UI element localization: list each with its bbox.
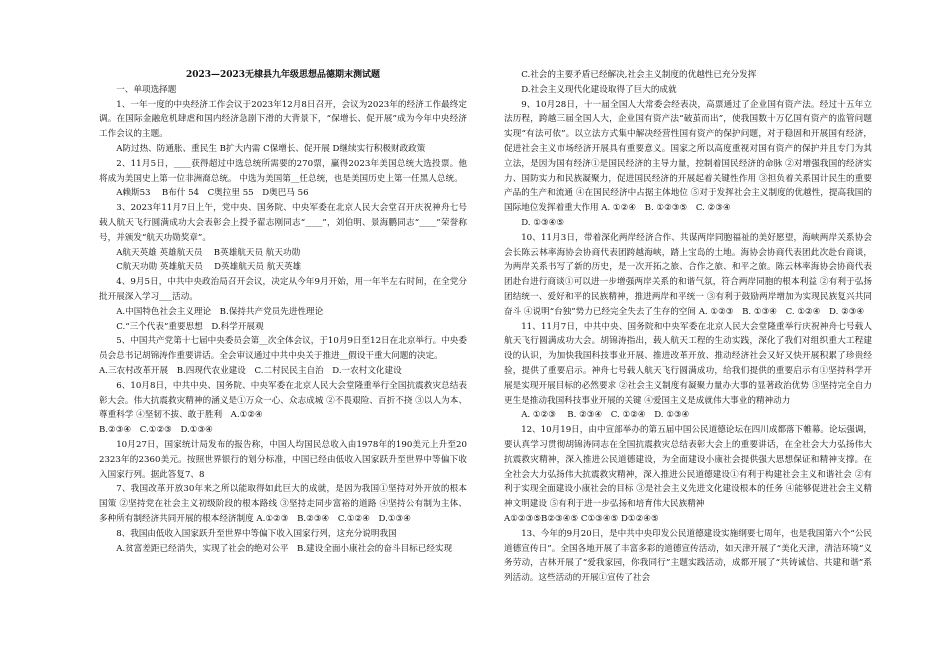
question-8-option-c: C.社会的主要矛盾已经解决,社会主义制度的优越性已充分发挥: [521, 70, 757, 80]
question-3-options-cd: C航天功勋 英雄航天员 D英雄航天员 航天英雄: [116, 262, 302, 273]
question-9: 9、10月28日，十一届全国人大常委会经表决，高票通过了企业国有资产法。经过十五年立法历程，跨越三届全国人大，企业国有资产法“破茧而出”，使我国数十万亿国有资产的监管问题实现“有法可依”。以立法方式集中解决经营性国有资产的保护问题，对于稳固和开展国有经济，促进社会主义市场经济开展具有重要意义。国家之所以高度重视对国有资产的保护并且专门为其立法，是因为国有经济①是国民经济的主导力量，控制着国民经济的命脉 ②对增强我国的经济实力、国防实力和民族凝聚力，促进国民经济的开展起着关键性作用 ③担负着关系国计民生的重要产品的生产和流通 ④在国民经济中占据主体地位 ⑤对于发挥社会主义制度的优越性，提高我国的国际地位发挥着重大作用 A. ①②④ B. ①②③⑤ C. ②③④: [504, 99, 872, 214]
question-4-options-cd: C.“三个代表”重要思想 D.科学开展观: [116, 321, 264, 332]
question-3-options-ab: A航天英雄 英雄航天员 B英雄航天员 航天功勋: [116, 247, 301, 258]
question-10: 10、11月3日，带着深化两岸经济合作、共谋两岸同胞福祉的美好愿望，海峡两岸关系协会会长陈云林率海协会协商代表团跨越海峡，踏上宝岛的土地。海协会协商代表团此次赴台商谈，为两岸关系书写了新的历史，是一次开拓之旅、合作之旅、和平之旅。陈云林率海协会协商代表团赴台进行商谈①可以进一步增强两岸关系的和谐气氛，符合两岸同胞的根本利益 ②有利于弘扬团结统一、爱好和平的民族精神，推进两岸和平统一 ③有利于鼓励两岸增加为实现民族复兴共同奋斗 ④说明“台独”势力已经完全失去了生存的空间 A. ①②③ B. ①③④ C. ①②④ D. ②③④: [504, 232, 872, 317]
question-3: 3、2023年11月7日上午，党中央、国务院、中央军委在北京人民大会堂召开庆祝神舟七号载人航天飞行圆满成功大会表彰会上授予翟志刚同志“____”，刘伯明、景海鹏同志“____”荣誉称号，并颁发“航天功勋奖章”。: [99, 203, 467, 243]
question-12-options: A①②③⑤B②③④⑤ C①③④⑤ D①②④⑤: [504, 513, 659, 524]
question-2: 2、11月5日，____获得超过中选总统所需要的270票，赢得2023年美国总统大选投票。他将成为美国史上第一位非洲裔总统。 中选为美国第__任总统，也是美国历史上第一任黑人总统。: [99, 158, 467, 184]
question-5: 5、中国共产党第十七届中央委员会第__次全体会议，于10月9日至12日在北京举行。中央委员会总书记胡锦涛作重要讲话。全会审议通过中共中央关于推进__假设干重大问题的决定。: [99, 336, 467, 362]
question-6: 6、10月8日，中共中央、国务院、中央军委在北京人民大会堂隆重举行全国抗震救灾总结表彰大会。伟大抗震救灾精神的涵义是①万众一心、众志成城 ②不畏艰险、百折不挠 ③以人为本、尊重科学 ④坚韧不拔、敢于胜利 A.①②④: [99, 380, 467, 421]
question-13: 13、今年的9月20日，是中共中央印发公民道德建设实施纲要七周年，也是我国第六个“公民道德宣传日”。全国各地开展了丰富多彩的道德宣传活动，如天津开展了“美化天津，清洁环境”义务劳动，吉林开展了“爱我家园，你我同行”主题实践活动，成都开展了“共铸诚信、共建和谐”系列活动。这些活动的开展①宣传了社会: [504, 528, 872, 584]
question-7: 7、我国改革开放30年来之所以能取得如此巨大的成就，是因为我国①坚持对外开放的根本国策 ②坚持党在社会主义初级阶段的根本路线 ③坚持走同步富裕的道路 ④坚持公有制为主体、多种所有制经济共同开展的根本经济制度 A.①②③ B.②③④ C.①②④ D.①③④: [99, 484, 467, 524]
question-12: 12、10月19日，由中宣部举办的第五届中国公民道德论坛在四川成都落下帷幕。论坛强调，要认真学习贯彻胡锦涛同志在全国抗震救灾总结表彰大会上的重要讲话，在全社会大力弘扬伟大抗震救灾精神，深入推进公民道德建设，为全面建设小康社会提供强大思想保证和精神支撑。在全社会大力弘扬伟大抗震救灾精神，深入推进公民道德建设①有利于构建社会主义和谐社会 ②有利于实现全面建设小康社会的目标 ③是社会主义先进文化建设根本的任务 ④能够促进社会主义精神文明建设 ⑤有利于进一步弘扬和培育伟大民族精神: [504, 425, 872, 510]
question-4-options-ab: A.中国特色社会主义理论 B.保持共产党员先进性理论: [116, 306, 324, 317]
question-6-options: B.②③④ C.①②③ D.①③④: [99, 425, 213, 436]
question-9-option-d: D. ①③④⑤: [521, 217, 565, 228]
question-2-options: A赖斯53 B布什 54 C奥拉里 55 D奥巴马 56: [116, 188, 309, 199]
right-column: [504, 68, 872, 586]
question-8-option-d: D.社会主义现代化建设取得了巨大的成就: [521, 84, 677, 95]
material-7-8: 10月27日，国家统计局发布的报告称，中国人均国民总收入由1978年的190美元上升至202323年的2360美元。按照世界银行的划分标准，中国已经由低收入国家跃升至世界中等偏下收入国家行列。据此答复7、8: [99, 439, 467, 480]
question-4: 4、9月5日，中共中央政治局召开会议，决定从今年9月开始，用一年半左右时间，在全党分批开展深入学习___活动。: [99, 277, 467, 302]
question-11-options: A. ①②③ B. ②③④ C. ①②④ D. ①③④: [521, 410, 690, 421]
question-5-options: A.三农村改革开展 B.四现代农业建设 C.二村民民主自治 D.一农村文化建设: [99, 365, 402, 376]
left-column: [99, 68, 467, 556]
question-1-options: A防过热、防通胀、重民生 B扩大内需 C保增长、促开展 D继续实行积极财政政策: [116, 143, 426, 154]
document-title: 2023—2023无棣县九年级思想品德期末测试题: [185, 70, 381, 80]
question-8: 8、我国由低收入国家跃升至世界中等偏下收入国家行列，这充分说明我国: [116, 528, 397, 539]
question-8-options-ab: A.贫富差距已经消失，实现了社会的绝对公平 B.建设全面小康社会的奋斗目标已经实现: [116, 543, 453, 554]
question-11: 11、11月7日，中共中央、国务院和中央军委在北京人民大会堂隆重举行庆祝神舟七号载人航天飞行圆满成功大会。胡锦涛指出，载人航天工程的生动实践，深化了我们对组织重大工程建设的认识，为加快我国科技事业开展、推进改革开放、推动经济社会又好又快开展积累了珍贵经验，提供了重要启示。神舟七号载人航天飞行圆满成功，给我们提供的重要启示有①坚持科学开展是实现开展目标的必然要求 ②社会主义制度有凝聚力量办大事的显著政治优势 ③坚持完全自力更生是推动我国科技事业开展的关键 ④爱国主义是成就伟大事业的精神动力: [504, 321, 872, 406]
question-1: 1、一年一度的中央经济工作会议于2023年12月8日召开，会议为2023年的经济工作最终定调。在国际金融危机肆虐和国内经济急剧下滑的大背景下，“保增长、促开展”成为今年中央经济工作会议的主题。: [99, 99, 467, 140]
section-heading: 一、单项选择题: [116, 84, 177, 95]
